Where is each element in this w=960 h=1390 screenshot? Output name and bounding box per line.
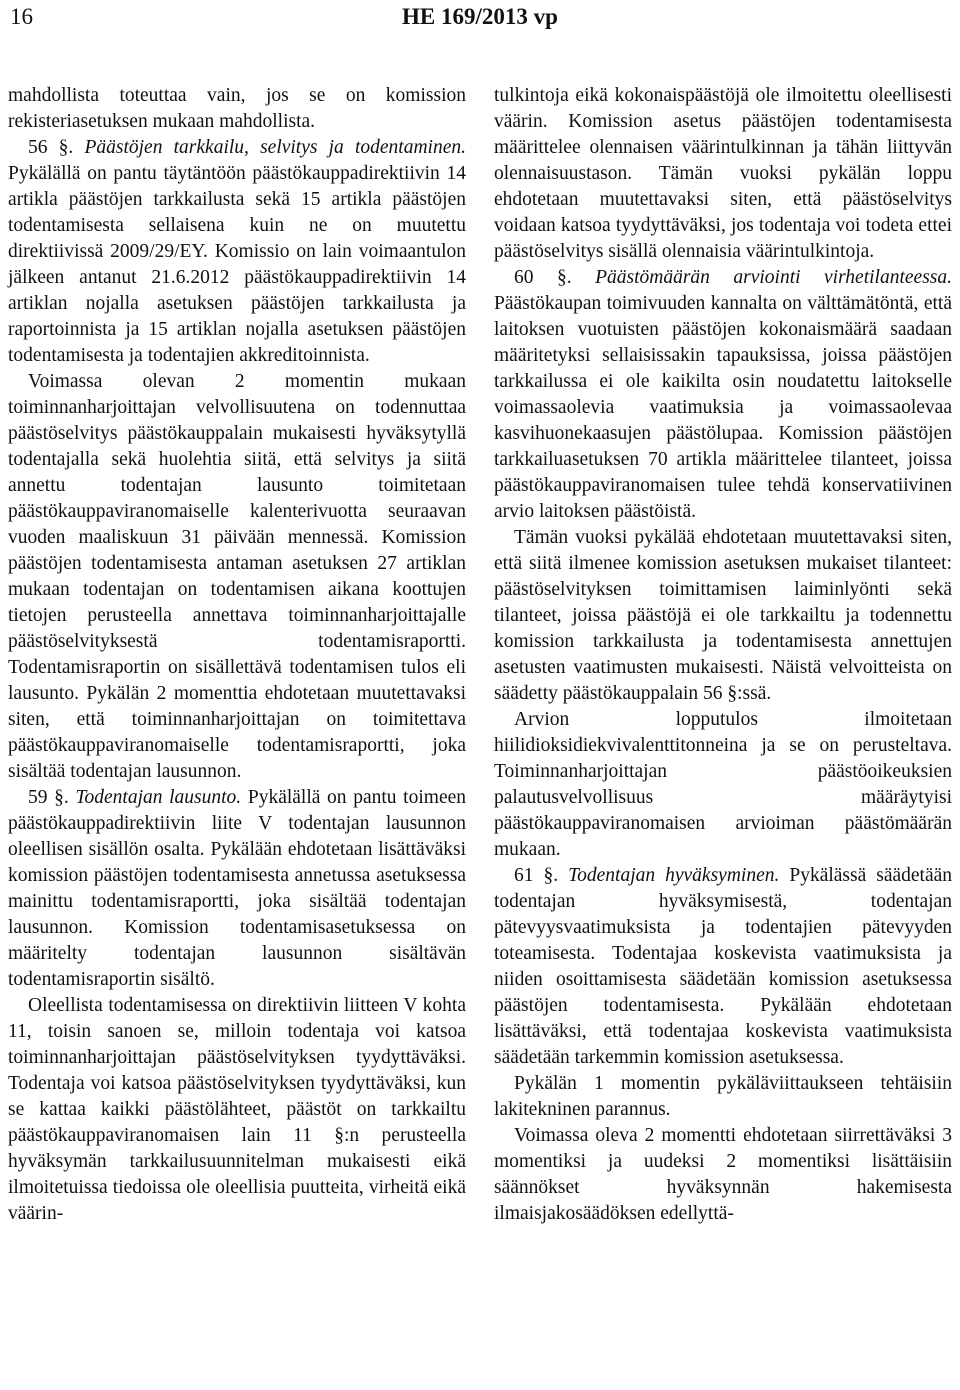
section-61 [494,863,952,1071]
section-title: Todentajan hyväksyminen. [568,865,780,886]
left-column [8,83,466,1227]
section-text: Päästökaupan toimivuuden kannalta on välttämätöntä, että laitoksen vuotuisten päästöjen kokonaismäärä saadaan määritetyksi sellaisissakin tapauksissa, joissa päästöjen tarkkailussa ei ole kaikilta osin noudatettu laitokselle voimassaolevia vaatimuksia ja voimassaolevaa kasvihuonekaasujen päästölupaa. Komission päästöjen tarkkailuasetuksen 70 artikla määrittelee tilanteet, joissa päästökauppaviranomaisen tulee tehdä konservatiivinen arvio laitoksen päästöistä. [494,293,952,522]
section-title: Todentajan lausunto. [75,787,242,808]
paragraph: Pykälän 1 momentin pykäläviittaukseen tehtäisiin lakitekninen parannus. [494,1073,952,1120]
section-56 [8,135,466,369]
paragraph: Oleellista todentamisessa on direktiivin liitteen V kohta 11, toisin sanoen se, milloin todentaja voi katsoa toiminnanharjoittajan päästöselvityksen tyydyttäväksi. Todentaja voi katsoa päästöselvityksen tyydyttäväksi, kun se kattaa kaikki päästölähteet, päästöt on tarkkailtu päästökauppaviranomaisen lain 11 §:n perusteella hyväksymän tarkkailusuunnitelman mukaisesti eikä ilmoitetuissa tiedoissa ole oleellisia puutteita, virheitä eikä väärin- [8,995,466,1224]
paragraph-continuation: tulkintoja eikä kokonaispäästöjä ole ilmoitettu oleellisesti väärin. Komission asetus päästöjen todentamisesta määrittelee olennaisen väärintulkinnan ja tähän liittyvän olennaisuustason. Tämän vuoksi pykälän loppu ehdotetaan muutettavaksi siten, että päästöselvitys voidaan katsoa tyydyttäväksi, jos todentaja voi todeta ettei päästöselvitys sisällä olennaisia väärintulkintoja. [494,85,952,262]
section-text: Pykälässä säädetään todentajan hyväksymisestä, todentajan pätevyysvaatimuksista ja todentajien pätevyyden toteamisesta. Todentajaa koskevista vaatimuksista ja niiden osoittamisesta säädetään komission asetuksessa päästöjen todentamisesta. Pykälään ehdotetaan lisättäväksi, että todentajaa koskevista vaatimuksista säädetään tarkemmin komission asetuksessa. [494,865,953,1068]
section-59 [8,785,466,993]
section-title: Päästömäärän arviointi virhetilanteessa. [595,267,952,288]
section-title: Päästöjen tarkkailu, selvitys ja todentaminen. [84,137,466,158]
section-number: 61 §. [514,865,559,886]
document-id: HE 169/2013 vp [402,4,558,29]
section-number: 60 §. [514,267,572,288]
page-header [8,0,952,40]
section-text: Pykälällä on pantu täytäntöön päästökauppadirektiivin 14 artikla päästöjen tarkkailusta sekä 15 artikla päästöjen todentamisesta sellaisena kuin ne on muutettu direktiivissä 2009/29/EY. Komissio on lain voimaantulon jälkeen antanut 21.6.2012 päästökauppadirektiivin 14 artiklan nojalla asetuksen päästöjen tarkkailusta ja raportoinnista ja 15 artiklan nojalla asetuksen päästöjen todentamisesta ja todentajien akkreditoinnista. [8,163,466,366]
paragraph: Voimassa olevan 2 momentin mukaan toiminnanharjoittajan velvollisuutena on todennuttaa päästöselvitys päästökauppalain mukaisesti hyväksytyllä todentajalla sekä huolehtia siitä, että selvitys ja siitä annettu todentajan lausunto toimitetaan päästökauppaviranomaiselle kalenterivuotta seuraavan vuoden maaliskuun 31 päivään mennessä. Komission päästöjen todentamisesta antaman asetuksen 27 artiklan mukaan todentajan on todentamisen aikana koottujen tietojen perusteella annettava toiminnanharjoittajalle päästöselvityksestä todentamisraportti. Todentamisraportin on sisällettävä todentamisen tulos eli lausunto. Pykälän 2 momenttia ehdotetaan muutettavaksi siten, että toiminnanharjoittajan on toimitettava päästökauppaviranomaiselle todentamisraportti, joka sisältää todentajan lausunnon. [8,371,466,782]
section-text: Pykälällä on pantu toimeen päästökauppadirektiivin liite V todentajan lausunnon oleellisen sisällön osalta. Pykälään ehdotetaan lisättäväksi komission päästöjen todentamisesta annetussa asetuksessa mainittu todentamisraportti, joka sisältää todentajan lausunnon. Komission todentamisasetuksessa on määritelty todentajan lausunnon sisältävän todentamisraportin sisältö. [8,787,466,990]
section-number: 56 §. [28,137,74,158]
paragraph-continuation: mahdollista toteuttaa vain, jos se on komission rekisteriasetuksen mukaan mahdollista. [8,85,466,132]
right-column [494,83,952,1227]
paragraph: Arvion lopputulos ilmoitetaan hiilidioksidiekvivalenttitonneina ja se on perusteltava. Toiminnanharjoittajan päästöoikeuksien palautusvelvollisuus määräytyisi päästökauppaviranomaisen arvioiman päästömäärän mukaan. [494,709,952,860]
paragraph: Voimassa oleva 2 momentti ehdotetaan siirrettäväksi 3 momentiksi ja uudeksi 2 momentiksi lisättäisiin säännökset hyväksynnän hakemisesta ilmaisjakosäädöksen edellyttä- [494,1125,952,1224]
paragraph: Tämän vuoksi pykälää ehdotetaan muutettavaksi siten, että siitä ilmenee komission asetuksen mukaiset tilanteet: päästöselvityksen toimittamisen laiminlyönti sekä tilanteet, joissa päästöjä ei ole tarkkailtu ja todennettu komission tarkkailusta ja todentamisesta annettujen asetusten vaatimusten mukaisesti. Näistä velvoitteista on säädetty päästökauppalain 56 §:ssä. [494,527,952,704]
section-60 [494,265,952,525]
page-number: 16 [10,4,33,29]
section-number: 59 §. [28,787,69,808]
